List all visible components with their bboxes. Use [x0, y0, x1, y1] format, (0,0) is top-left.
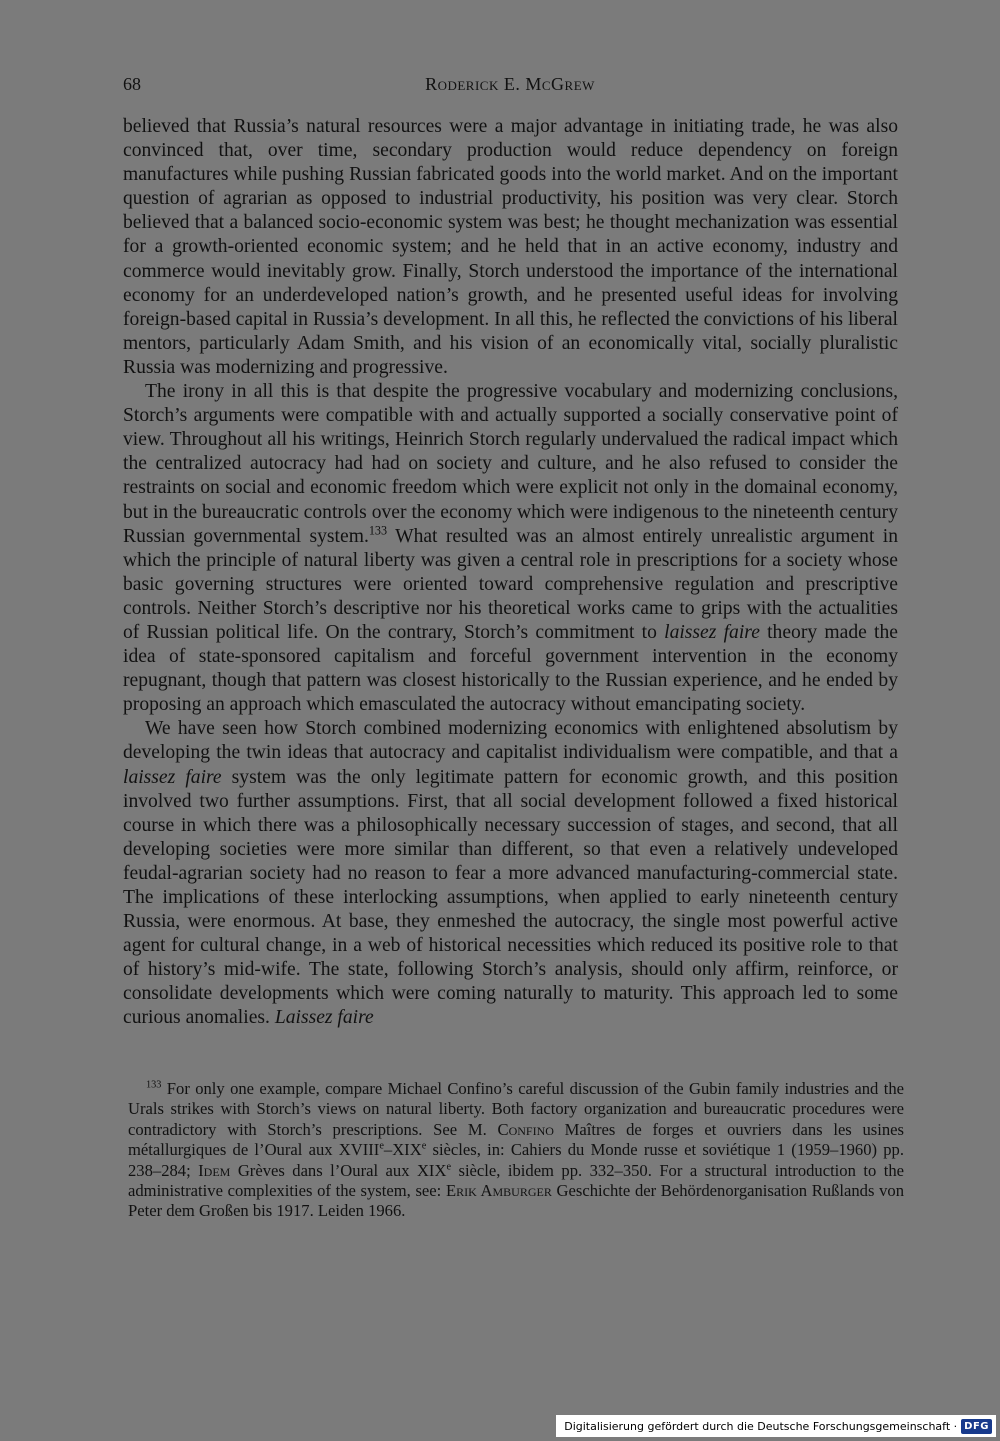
- text-run: siècles, in: Cahiers du Monde russe et soviétique 1 (1959–1960) pp. 238–284;: [128, 1140, 904, 1180]
- text-run: Grèves dans l’Oural aux XIX: [230, 1160, 447, 1180]
- text-run: We have seen how Storch combined modernizing economics with enlightened absolutism by developing the twin ideas that autocracy and capitalist individualism were compatible, and that a: [123, 718, 898, 764]
- italic-run: Laissez faire: [274, 1007, 374, 1029]
- text-run: The irony in all this is that despite the progressive vocabulary and modernizing conclusions, Storch’s arguments were compatible with and actually supported a socially conservative point of view. Throughout all his writings, Heinrich Storch regularly undervalued the radical impact which the centralized autocracy had had on society and culture, and he also refused to consider the restraints on social and economic freedom which were explicit not only in the domainal economy, but in the bureaucratic controls over the economy which were indigenous to the nineteenth century Russian governmental system.: [123, 381, 898, 547]
- footnotes: [128, 1079, 904, 1222]
- text-run: –XIX: [383, 1140, 422, 1160]
- text-run: system was the only legitimate pattern for economic growth, and this position involved two further assumptions. First, that all social development followed a fixed historical course in which there was a philosophically necessary succession of stages, and second, that all developing societies were more similar than different, so that even a relatively undeveloped feudal-agrarian society had no reason to fear a more advanced manufacturing-commercial state. The implications of these interlocking assumptions, when applied to early nineteenth century Russia, were enormous. At base, they enmeshed the autocracy, the single most powerful active agent for cultural change, in a web of historical necessities which reduced its positive role to that of history’s mid-wife. The state, following Storch’s analysis, should only affirm, reinforce, or consolidate developments which were coming naturally to maturity. This approach led to some curious anomalies.: [123, 766, 898, 1029]
- footnote-marker: e: [446, 1161, 452, 1173]
- text-run: theory made the idea of state-sponsored capitalism and forceful government intervention in the economy repugnant, though that pattern was closest historically to the Russian experience, and he ended by proposing an approach which emasculated the autocracy without emancipating society.: [123, 621, 898, 716]
- small-caps-name: Erik Amburger: [445, 1181, 552, 1201]
- dfg-logo-icon: DFG: [961, 1419, 992, 1434]
- credit-text: Digitalisierung gefördert durch die Deutsche Forschungsgemeinschaft ·: [564, 1419, 958, 1433]
- footnote-marker: 133: [368, 523, 388, 538]
- body-paragraph: [123, 717, 898, 1030]
- italic-run: laissez faire: [123, 766, 222, 788]
- page-number: 68: [123, 74, 141, 94]
- text-run: siècle, ibidem pp. 332–350. For a structural introduction to the administrative complexities of the system, see:: [128, 1160, 904, 1201]
- body-paragraph: [123, 115, 898, 380]
- footnote-133: [128, 1079, 904, 1222]
- text-run: believed that Russia’s natural resources were a major advantage in initiating trade, he was also convinced that, over time, secondary production would reduce dependency on foreign manufactures while pushing Russian fabricated goods into the world market. And on the important question of agrarian as opposed to industrial productivity, his position was very clear. Storch believed that a balanced socio-economic system was best; he thought mechanization was essential for a growth-oriented economic system; and he held that in an active economy, industry and commerce would inevitably grow. Finally, Storch understood the importance of the international economy for an underdeveloped nation’s growth, and he presented useful ideas for involving foreign-based capital in Russia’s development. In all this, he reflected the convictions of his liberal mentors, particularly Adam Smith, and his vision of an economically vital, socially pluralistic Russia was modernizing and progressive.: [123, 116, 898, 378]
- footnote-marker: e: [421, 1140, 427, 1152]
- body-text: [123, 115, 898, 1031]
- running-head: Roderick E. McGrew: [425, 74, 595, 94]
- small-caps-name: Idem: [198, 1160, 231, 1180]
- page-header: [123, 74, 897, 102]
- text-run: For only one example, compare Michael Confino’s careful discussion of the Gubin family industries and the Urals strikes with Storch’s views on natural liberty. Both factory organization and bureaucratic procedures were contradictory with Storch’s prescriptions. See M.: [128, 1079, 904, 1139]
- italic-run: laissez faire: [664, 621, 760, 643]
- footnote-marker: 133: [146, 1079, 162, 1091]
- text-run: Geschichte der Behördenorganisation Rußlands von Peter dem Großen bis 1917. Leiden 1966.: [128, 1181, 904, 1221]
- digitization-credit: [556, 1415, 996, 1437]
- body-paragraph: [123, 380, 898, 717]
- footnote-marker: e: [379, 1140, 384, 1152]
- small-caps-name: Confino: [497, 1119, 554, 1139]
- text-run: Maîtres de forges et ouvriers dans les usines métallurgiques de l’Oural aux XVIII: [128, 1119, 904, 1160]
- text-run: What resulted was an almost entirely unrealistic argument in which the principle of natural liberty was given a central role in prescriptions for a society whose basic governing structures were oriented toward comprehensive regulation and prescriptive controls. Neither Storch’s descriptive nor his theoretical works came to grips with the actualities of Russian political life. On the contrary, Storch’s commitment to: [123, 525, 898, 643]
